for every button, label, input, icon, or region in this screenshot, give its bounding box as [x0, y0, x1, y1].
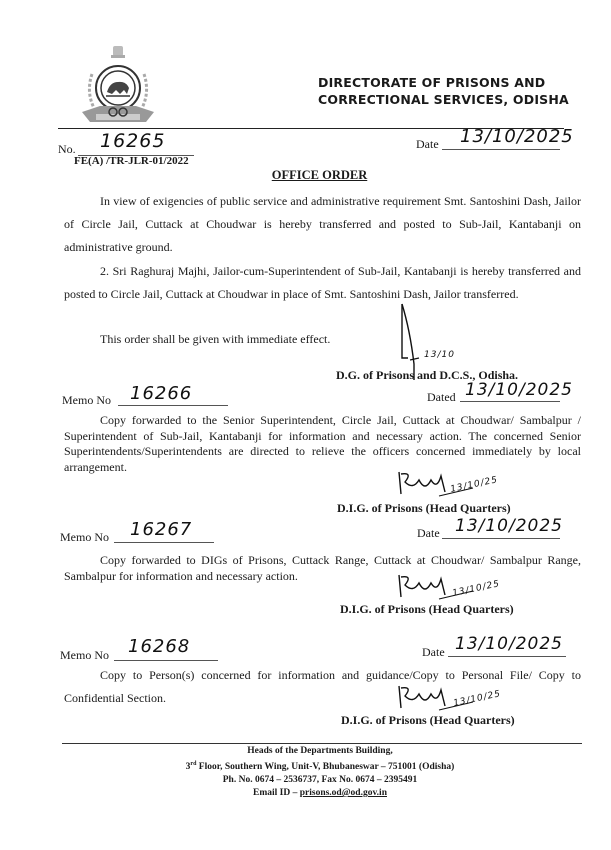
file-reference: FE(A) /TR-JLR-01/2022	[74, 155, 189, 167]
order-date-underline	[442, 149, 560, 150]
footer-line-3: Ph. No. 0674 – 2536737, Fax No. 0674 – 2395491	[222, 775, 418, 786]
memo-3-date-value: 13/10/2025	[455, 634, 563, 654]
memo-1-underline	[118, 405, 228, 406]
memo-1-text: Copy forwarded to the Senior Superintendent, Circle Jail, Cuttack at Choudwar/ Sambalpur / Superintendent of Sub-Jail, Kantabanji for information and necessary action. The concerned Senior Superintendents/Superintendents are directed to relieve the officers concerned immediately by local arrangement.	[64, 413, 581, 474]
memo-2-label: Memo No	[60, 530, 109, 544]
odisha-prisons-emblem	[80, 44, 156, 134]
memo-3-date-label: Date	[422, 645, 445, 659]
order-no-label: No.	[58, 142, 76, 156]
dig-signature-2-date: 13/10/25	[451, 579, 501, 599]
order-date-value: 13/10/2025	[460, 126, 574, 147]
memo-3-underline	[114, 660, 218, 661]
dig-signatory-3: D.I.G. of Prisons (Head Quarters)	[341, 713, 515, 727]
footer-line-4	[60, 787, 580, 800]
memo-3-text: Copy to Person(s) concerned for information and guidance/Copy to Personal File/ Copy to Confidential Section.	[64, 668, 581, 705]
footer-email-link[interactable]: prisons.od@od.gov.in	[299, 788, 387, 799]
memo-3-number: 16268	[128, 636, 191, 657]
office-order-title: OFFICE ORDER	[271, 168, 368, 182]
order-paragraph-2: 2. Sri Raghuraj Majhi, Jailor-cum-Superintendent of Sub-Jail, Kantabanji is hereby transferred and posted to Circle Jail, Cuttack at Choudwar in place of Smt. Santoshini Dash, Jailor transferred.	[64, 264, 581, 301]
memo-1-date-underline	[460, 401, 560, 402]
footer-floor-suffix: rd	[190, 761, 197, 767]
footer-email-label: Email ID –	[253, 788, 300, 799]
order-no-value: 16265	[100, 130, 166, 152]
memo-3-label: Memo No	[60, 648, 109, 662]
footer-floor-number: 3	[185, 762, 191, 773]
dig-signature-1-date: 13/10/25	[449, 475, 499, 495]
footer-line-1: Heads of the Departments Building,	[247, 746, 393, 756]
org-title-line1: DIRECTORATE OF PRISONS AND	[318, 75, 546, 90]
order-paragraph-3: This order shall be given with immediate effect.	[100, 332, 331, 346]
order-date-label: Date	[416, 137, 439, 151]
footer-line-2	[60, 758, 580, 774]
memo-1-date-label: Dated	[427, 390, 456, 404]
footer-divider	[62, 743, 582, 744]
memo-2-text: Copy forwarded to DIGs of Prisons, Cuttack Range, Cuttack at Choudwar/ Sambalpur Range, Sambalpur for information and necessary action.	[64, 553, 581, 583]
memo-2-underline	[114, 542, 214, 543]
memo-2-number: 16267	[130, 519, 193, 540]
dg-signature-date: 13/10	[424, 350, 455, 360]
dg-signatory: D.G. of Prisons and D.C.S., Odisha.	[336, 368, 519, 382]
memo-2-date-label: Date	[417, 526, 440, 540]
dig-signatory-1: D.I.G. of Prisons (Head Quarters)	[337, 501, 511, 515]
org-title	[318, 74, 569, 108]
footer-address	[60, 745, 580, 800]
memo-3-date-underline	[448, 656, 566, 657]
footer-address-rest: Floor, Southern Wing, Unit-V, Bhubaneswar – 751001 (Odisha)	[196, 762, 455, 773]
memo-1-date-value: 13/10/2025	[465, 380, 573, 400]
memo-1-number: 16266	[130, 383, 193, 404]
org-title-line2: CORRECTIONAL SERVICES, ODISHA	[318, 92, 569, 107]
memo-2-date-underline	[442, 538, 560, 539]
dig-signature-3-date: 13/10/25	[452, 689, 502, 709]
memo-1-label: Memo No	[62, 393, 111, 407]
order-paragraph-1: In view of exigencies of public service and administrative requirement Smt. Santoshini Dash, Jailor of Circle Jail, Cuttack at Choudwar is hereby transferred and posted to Sub-Jail, Kantabanji on administrative ground.	[64, 194, 581, 254]
memo-2-date-value: 13/10/2025	[455, 516, 563, 536]
dig-signatory-2: D.I.G. of Prisons (Head Quarters)	[340, 602, 514, 616]
